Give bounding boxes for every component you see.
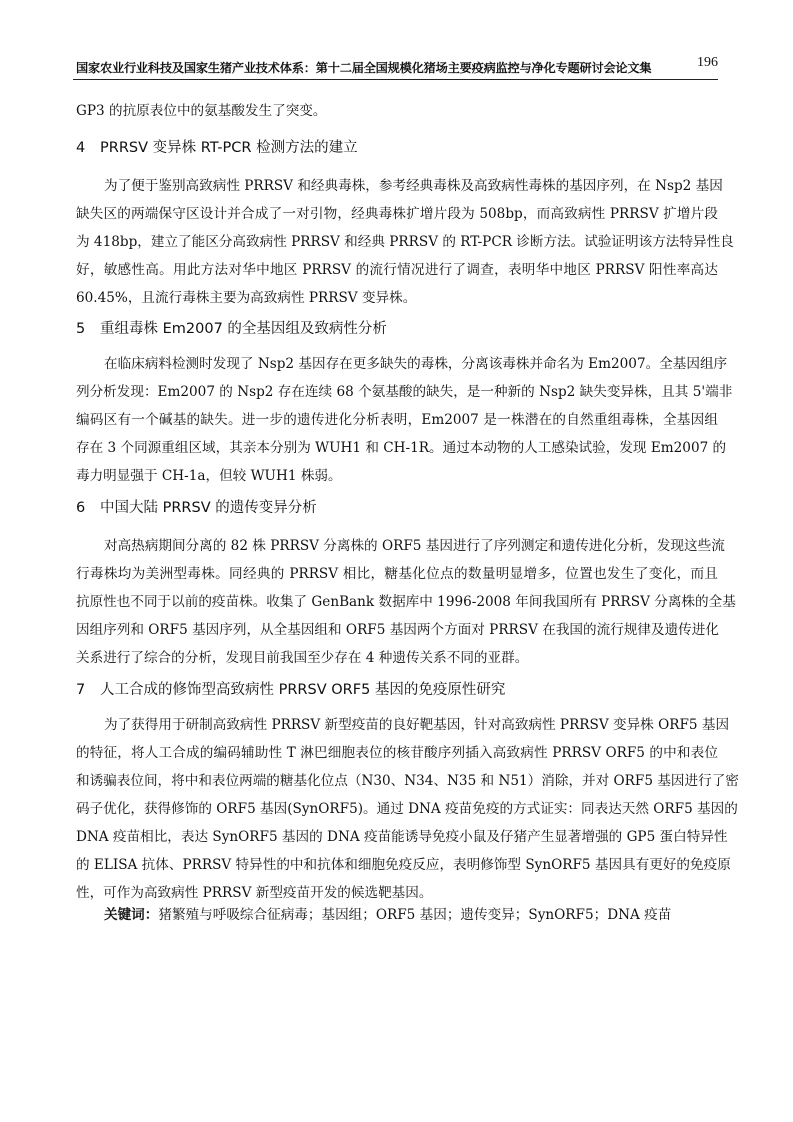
section-title: 人工合成的修饰型高致病性 PRRSV ORF5 基因的免疫原性研究 [100, 682, 506, 698]
section-number: 4 [76, 140, 86, 156]
text-line: 因组序列和 ORF5 基因序列，从全基因组和 ORF5 基因两个方面对 PRRSV 在我国的流行规律及遗传进化 [76, 622, 719, 638]
text-line: 码子优化，获得修饰的 ORF5 基因(SynORF5)。通过 DNA 疫苗免疫的方式证实：同表达天然 ORF5 基因的 [76, 801, 738, 817]
section-paragraph-6 [76, 532, 736, 672]
section-paragraph-5 [76, 350, 733, 490]
running-header: 国家农业行业科技及国家生猪产业技术体系：第十二届全国规模化猪场主要疫病监控与净化专题研讨会论文集 [76, 61, 652, 75]
text-line: 列分析发现：Em2007 的 Nsp2 存在连续 68 个氨基酸的缺失，是一种新的 Nsp2 缺失变异株，且其 5'端非 [76, 384, 733, 400]
text-line: 为了便于鉴别高致病性 PRRSV 和经典毒株，参考经典毒株及高致病性毒株的基因序列，在 Nsp2 基因 [104, 178, 723, 194]
page-number: 196 [697, 55, 718, 70]
text-line: 关系进行了综合的分析，发现目前我国至少存在 4 种遗传关系不同的亚群。 [76, 650, 529, 666]
section-number: 6 [76, 500, 86, 516]
text-line: 抗原性也不同于以前的疫苗株。收集了 GenBank 数据库中 1996-2008 年间我国所有 PRRSV 分离株的全基 [76, 594, 736, 610]
section-heading-7 [76, 676, 505, 704]
intro-paragraph [76, 97, 718, 125]
section-heading-4 [76, 134, 358, 162]
text-line: 60.45%，且流行毒株主要为高致病性 PRRSV 变异株。 [76, 290, 417, 306]
text-line: DNA 疫苗相比，表达 SynORF5 基因的 DNA 疫苗能诱导免疫小鼠及仔猪产生显著增强的 GP5 蛋白特异性 [76, 829, 728, 845]
section-title: PRRSV 变异株 RT-PCR 检测方法的建立 [100, 140, 358, 156]
section-paragraph-4 [76, 172, 734, 312]
header-rule [73, 79, 718, 80]
text-line: 毒力明显强于 CH-1a，但较 WUH1 株弱。 [76, 468, 342, 484]
text-line: 存在 3 个同源重组区域，其亲本分别为 WUH1 和 CH-1R。通过本动物的人工感染试验，发现 Em2007 的 [76, 440, 727, 456]
section-heading-6 [76, 494, 317, 522]
text-line: GP3 的抗原表位中的氨基酸发生了突变。 [76, 103, 327, 119]
section-title: 重组毒株 Em2007 的全基因组及致病性分析 [100, 321, 387, 337]
section-paragraph-7 [76, 711, 739, 907]
keywords-text: 猪繁殖与呼吸综合征病毒；基因组；ORF5 基因；遗传变异；SynORF5；DNA 疫苗 [158, 907, 672, 923]
keywords-label: 关键词： [104, 907, 159, 923]
text-line: 在临床病料检测时发现了 Nsp2 基因存在更多缺失的毒株，分离该毒株并命名为 Em2007。全基因组序 [104, 356, 728, 372]
text-line: 性，可作为高致病性 PRRSV 新型疫苗开发的候选靶基因。 [76, 885, 433, 901]
section-title: 中国大陆 PRRSV 的遗传变异分析 [100, 500, 317, 516]
text-line: 对高热病期间分离的 82 株 PRRSV 分离株的 ORF5 基因进行了序列测定和遗传进化分析，发现这些流 [104, 538, 725, 554]
text-line: 行毒株均为美洲型毒株。同经典的 PRRSV 相比，糖基化位点的数量明显增多，位置也发生了变化，而且 [76, 566, 718, 582]
text-line: 好，敏感性高。用此方法对华中地区 PRRSV 的流行情况进行了调查，表明华中地区 PRRSV 阳性率高达 [76, 262, 718, 278]
section-number: 5 [76, 321, 86, 337]
text-line: 缺失区的两端保守区设计并合成了一对引物，经典毒株扩增片段为 508bp，而高致病性 PRRSV 扩增片段 [76, 206, 718, 222]
text-line: 的 ELISA 抗体、PRRSV 特异性的中和抗体和细胞免疫反应，表明修饰型 SynORF5 基因具有更好的免疫原 [76, 857, 731, 873]
text-line: 的特征，将人工合成的编码辅助性 T 淋巴细胞表位的核苷酸序列插入高致病性 PRRSV ORF5 的中和表位 [76, 745, 718, 761]
text-line: 为 418bp，建立了能区分高致病性 PRRSV 和经典 PRRSV 的 RT-PCR 诊断方法。试验证明该方法特异性良 [76, 234, 734, 250]
text-line: 编码区有一个碱基的缺失。进一步的遗传进化分析表明，Em2007 是一株潜在的自然重组毒株，全基因组 [76, 412, 718, 428]
text-line: 为了获得用于研制高致病性 PRRSV 新型疫苗的良好靶基因，针对高致病性 PRRSV 变异株 ORF5 基因 [104, 717, 730, 733]
section-number: 7 [76, 682, 86, 698]
section-heading-5 [76, 315, 387, 343]
text-line: 和诱骗表位间，将中和表位两端的糖基化位点（N30、N34、N35 和 N51）消除，并对 ORF5 基因进行了密 [76, 773, 739, 789]
keywords [76, 901, 718, 929]
